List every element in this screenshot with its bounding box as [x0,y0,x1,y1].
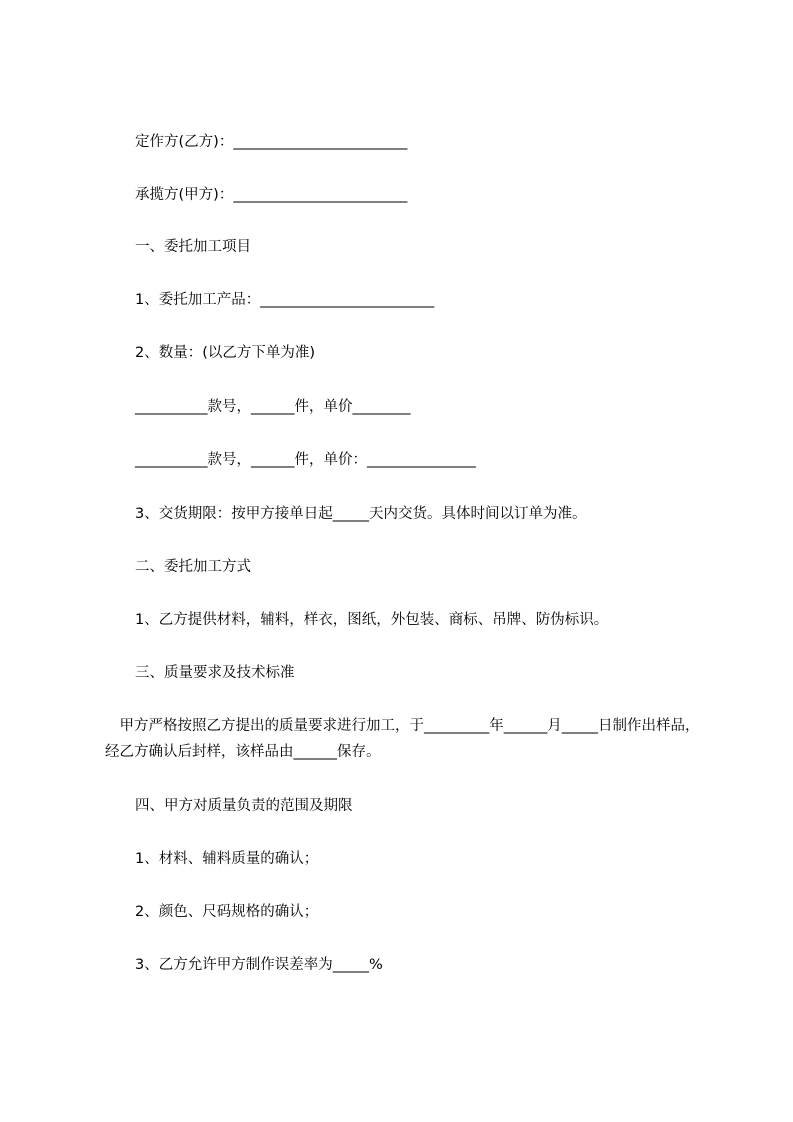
item-product-line: 1、委托加工产品：________________________ [135,292,435,308]
materials-line: 1、乙方提供材料，辅料，样衣，图纸，外包装、商标、吊牌、防伪标识。 [135,612,609,628]
quality-paragraph: 甲方严格按照乙方提出的质量要求进行加工，于_________年______月_____日制作出样品，经乙方确认后封样，该样品由______保存。 [105,718,700,760]
item-quantity-line: 2、数量：(以乙方下单为准) [135,345,316,361]
section-1-heading: 一、委托加工项目 [135,239,251,255]
section-3-heading: 三、质量要求及技术标准 [135,665,295,681]
party-b-line: 定作方(乙方)：________________________ [135,134,408,150]
style-price-line-2: __________款号，______件，单价：_______________ [135,452,476,468]
section-4-heading: 四、甲方对质量负责的范围及期限 [135,798,353,814]
section-2-heading: 二、委托加工方式 [135,559,251,575]
party-a-line: 承揽方(甲方)：________________________ [135,187,408,203]
delivery-term-line: 3、交货期限：按甲方接单日起_____天内交货。具体时间以订单为准。 [135,506,587,522]
material-confirm-line: 1、材料、辅料质量的确认； [135,851,319,867]
style-price-line-1: __________款号，______件，单价________ [135,399,411,415]
color-size-confirm-line: 2、颜色、尺码规格的确认； [135,904,319,920]
error-rate-line: 3、乙方允许甲方制作误差率为_____% [135,957,383,973]
